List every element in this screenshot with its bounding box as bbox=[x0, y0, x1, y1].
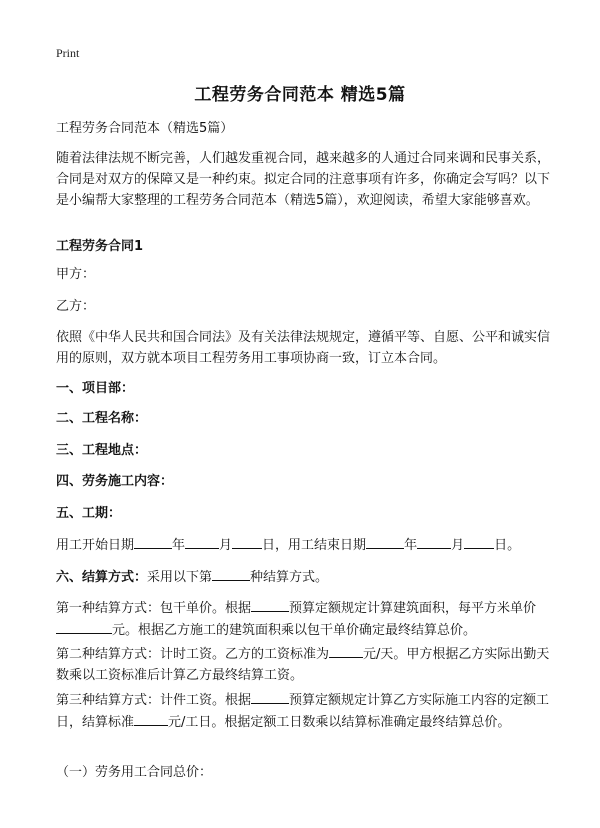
blank-daily-wage bbox=[329, 643, 363, 658]
method-2-text: 第二种结算方式：计时工资。乙方的工资标准为 bbox=[56, 647, 330, 662]
settlement-label: 六、结算方式： bbox=[56, 570, 148, 585]
blank-unit-price bbox=[56, 619, 112, 634]
blank-budget-quota bbox=[251, 689, 289, 704]
blank-end-month bbox=[417, 534, 451, 549]
blank-start-month bbox=[185, 534, 219, 549]
item-project-name: 二、工程名称： bbox=[56, 411, 148, 426]
blank-start-year bbox=[134, 534, 172, 549]
legal-basis-paragraph: 依照《中华人民共和国合同法》及有关法律法规规定，遵循平等、自愿、公平和诚实信用的原则，双方就本项目工程劳务用工事项协商一致，订立本合同。 bbox=[56, 330, 551, 366]
method-3-text: 预算定额规定计算乙方实际施工内容的定额工日，结算标准 bbox=[56, 693, 550, 730]
method-3-text: 第三种结算方式：计件工资。根据 bbox=[56, 693, 252, 708]
settlement-text: 采用以下第 bbox=[147, 570, 213, 585]
blank-method-number bbox=[212, 566, 250, 581]
item-project-dept: 一、项目部： bbox=[56, 381, 135, 396]
party-b-line: 乙方： bbox=[56, 299, 96, 314]
document-title: 工程劳务合同范本 精选5篇 bbox=[194, 85, 406, 105]
blank-workday-rate bbox=[134, 711, 168, 726]
blank-budget-quota bbox=[251, 597, 289, 612]
method-1-text: 预算定额规定计算建筑面积，每平方米单价 bbox=[289, 601, 537, 616]
item-project-location: 三、工程地点： bbox=[56, 443, 148, 458]
start-date-label: 用工开始日期 bbox=[56, 538, 135, 553]
item-duration: 五、工期： bbox=[56, 506, 122, 521]
end-date-label: 日，用工结束日期 bbox=[262, 538, 367, 553]
blank-start-day bbox=[232, 534, 262, 549]
contract-heading: 工程劳务合同1 bbox=[56, 239, 144, 254]
method-2-paragraph bbox=[56, 643, 556, 686]
total-price-line: （一）劳务用工合同总价： bbox=[56, 765, 213, 780]
method-3-paragraph bbox=[56, 689, 556, 733]
settlement-line bbox=[56, 566, 556, 588]
settlement-text: 种结算方式。 bbox=[250, 570, 329, 585]
work-dates-line bbox=[56, 534, 556, 556]
item-labor-content: 四、劳务施工内容： bbox=[56, 474, 174, 489]
month-label: 月 bbox=[451, 538, 465, 553]
intro-paragraph: 随着法律法规不断完善，人们越发重视合同，越来越多的人通过合同来调和民事关系，合同是对双方的保障又是一种约束。拟定合同的注意事项有许多，你确定会写吗？以下是小编帮大家整理的工程劳务合同范本（精选5篇），欢迎阅读，希望大家能够喜欢。 bbox=[56, 151, 551, 208]
year-label: 年 bbox=[172, 538, 186, 553]
print-label[interactable]: Print bbox=[56, 46, 80, 60]
blank-end-year bbox=[366, 534, 404, 549]
party-a-line: 甲方： bbox=[56, 267, 96, 282]
blank-end-day bbox=[464, 534, 494, 549]
method-3-text: 元/工日。根据定额工日数乘以结算标准确定最终结算总价。 bbox=[168, 715, 511, 730]
method-2-text: 元/天。甲方根据乙方实际出勤天数乘以工资标准后计算乙方最终结算工资。 bbox=[56, 647, 550, 683]
year-label: 年 bbox=[404, 538, 418, 553]
method-1-paragraph bbox=[56, 597, 556, 641]
method-1-text: 第一种结算方式：包干单价。根据 bbox=[56, 601, 252, 616]
day-label: 日。 bbox=[494, 538, 521, 553]
month-label: 月 bbox=[219, 538, 233, 553]
method-1-text: 元。根据乙方施工的建筑面积乘以包干单价确定最终结算总价。 bbox=[112, 623, 477, 638]
subtitle: 工程劳务合同范本（精选5篇） bbox=[56, 121, 234, 136]
